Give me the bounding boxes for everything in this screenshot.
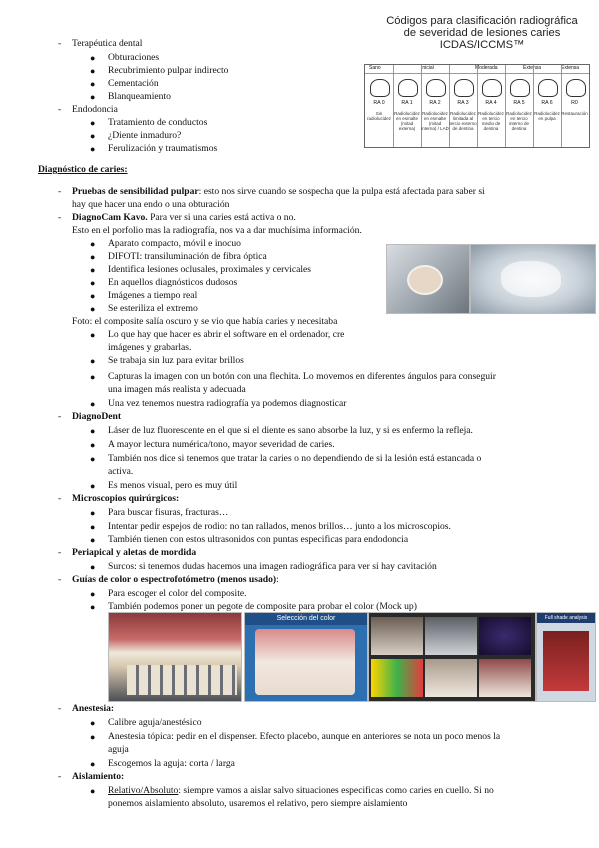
icdas-desc: Radiolucidez en tercio medio de dentina — [478, 111, 504, 131]
list-item: Blanqueamiento — [108, 91, 171, 102]
dash-bullet: - — [58, 493, 62, 504]
bullet-dot: ● — [90, 53, 96, 63]
paragraph-line: Esto en el porfolio mas la radiografía, nos va a dar muchísima información. — [72, 225, 362, 236]
bullet-dot: ● — [90, 131, 96, 141]
photo-caption: Selección del color — [245, 613, 367, 625]
list-item: DIFOTI: transiluminación de fibra óptica — [108, 251, 267, 262]
list-item: Terapéutica dental — [72, 38, 143, 49]
icdas-title-line: de severidad de lesiones caries — [403, 27, 561, 39]
list-item: Lo que hay que hacer es abrir el software en el ordenador, cre — [108, 329, 345, 340]
analysis-panel — [371, 659, 423, 697]
list-item: Obturaciones — [108, 52, 160, 63]
icdas-desc: Restauración — [561, 111, 588, 116]
list-item: Cementación — [108, 78, 159, 89]
subsection-title: Microscopios quirúrgicos: — [72, 493, 180, 504]
icdas-code: RA 4 — [485, 100, 497, 106]
icdas-code: RA 2 — [429, 100, 441, 106]
list-item: En aquellos diagnósticos dudosos — [108, 277, 238, 288]
tooth-shape — [407, 265, 443, 295]
dash-bullet: - — [58, 574, 62, 585]
bullet-dot: ● — [90, 589, 96, 599]
dash-bullet: - — [58, 38, 62, 49]
analysis-panel — [425, 659, 477, 697]
list-item: Recubrimiento pulpar indirecto — [108, 65, 229, 76]
tooth-shape — [501, 261, 561, 297]
icdas-title-line: ICDAS/ICCMS™ — [439, 39, 525, 51]
bullet-dot: ● — [90, 426, 96, 436]
shade-tabs — [127, 665, 237, 695]
bullet-dot: ● — [90, 535, 96, 545]
icdas-table — [364, 64, 590, 148]
analysis-panel — [543, 631, 589, 691]
list-item: A mayor lectura numérica/tono, mayor severidad de caries. — [108, 439, 335, 450]
list-item: Se esteriliza el extremo — [108, 303, 198, 314]
icdas-column — [477, 65, 506, 147]
dash-bullet: - — [58, 547, 62, 558]
icdas-column — [533, 65, 562, 147]
icdas-code: RA 3 — [457, 100, 469, 106]
bullet-dot: ● — [90, 118, 96, 128]
paragraph-line: hay que hacer una endo o una obturación — [72, 199, 230, 210]
icdas-code: RA 6 — [541, 100, 553, 106]
dash-bullet: - — [58, 186, 62, 197]
icdas-desc: Sin radiolucidez — [366, 111, 391, 121]
list-item: También tienen con estos ultrasonidos con puntas especificas para endodoncia — [108, 534, 409, 545]
text: : siempre vamos a aislar salvo situaciones especificas como caries en cuello. Si no — [178, 785, 494, 796]
icdas-desc: Radiolucidez en esmalte (mitad interna) / LAD — [421, 111, 449, 131]
underlined-term: Relativo/Absoluto — [108, 785, 179, 796]
bold-term: Guías de color o espectrofotómetro (menos usado) — [72, 574, 277, 585]
list-item-cont: activa. — [108, 466, 134, 477]
paragraph-line — [72, 186, 485, 198]
bullet-dot: ● — [90, 330, 96, 340]
icdas-code: R0 — [571, 100, 578, 106]
photo-caption: Full shade analysis — [537, 613, 595, 623]
list-item-cont: imágenes y grabarlas. — [108, 342, 192, 353]
list-item: Imágenes a tiempo real — [108, 290, 198, 301]
dash-bullet: - — [58, 703, 62, 714]
list-item: Surcos: si tenemos dudas hacemos una imagen radiográfica para ver si hay cavitación — [108, 561, 437, 572]
tooth-icon — [398, 79, 418, 97]
bullet-dot: ● — [90, 278, 96, 288]
subsection-title: Anestesia: — [72, 703, 115, 714]
subsection-title: DiagnoDent — [72, 411, 122, 422]
teeth-shape — [255, 629, 355, 695]
icdas-code: RA 1 — [401, 100, 413, 106]
tooth-icon — [566, 79, 586, 97]
dash-bullet: - — [58, 771, 62, 782]
icdas-desc: Radiolucidez en esmalte (mitad externa) — [394, 111, 420, 131]
icdas-desc: Radiolucidez en pulpa — [534, 111, 560, 121]
bullet-dot: ● — [90, 481, 96, 491]
list-item-cont: aguja — [108, 744, 129, 755]
bullet-dot: ● — [90, 66, 96, 76]
section-title: Diagnóstico de caries: — [38, 164, 128, 175]
bold-term: Pruebas de sensibilidad pulpar — [72, 186, 199, 197]
tooth-icon — [370, 79, 390, 97]
bullet-dot: ● — [90, 144, 96, 154]
list-item: Intentar pedir espejos de rodio: no tan rallados, menos brillos… junto a los microscopios. — [108, 521, 451, 532]
bullet-dot: ● — [90, 454, 96, 464]
bullet-dot: ● — [90, 562, 96, 572]
paragraph-line: Foto: el composite salía oscuro y se vio que había caries y necesitaba — [72, 316, 338, 327]
bullet-dot: ● — [90, 304, 96, 314]
bullet-dot: ● — [90, 92, 96, 102]
analysis-panel — [479, 659, 531, 697]
list-item: También podemos poner un pegote de composite para probar el color (Mock up) — [108, 601, 417, 612]
list-item: También nos dice si tenemos que tratar la caries o no dependiendo de si la lesión está estancada o — [108, 453, 482, 464]
group-label: Sano — [369, 65, 381, 71]
dash-bullet: - — [58, 104, 62, 115]
list-item: Capturas la imagen con un botón con una flechita. Lo movemos en diferentes ángulos para conseguir — [108, 371, 496, 382]
analysis-panel — [479, 617, 531, 655]
icdas-title-line: Códigos para clasificación radiográfica — [386, 15, 578, 27]
list-item: Ferulización y traumatismos — [108, 143, 218, 154]
text: : esto nos sirve cuando se sospecha que la pulpa está afectada para saber si — [198, 186, 485, 197]
list-item: Se trabaja sin luz para evitar brillos — [108, 355, 244, 366]
icdas-code: RA 5 — [513, 100, 525, 106]
bullet-dot: ● — [90, 372, 96, 382]
list-item-cont: ponemos aislamiento absoluto, usaremos el relativo, pero siempre aislamiento — [108, 798, 408, 809]
list-item: Tratamiento de conductos — [108, 117, 208, 128]
dash-bullet: - — [58, 411, 62, 422]
icdas-column — [561, 65, 588, 147]
list-item: Escogemos la aguja: corta / larga — [108, 758, 235, 769]
bullet-dot: ● — [90, 602, 96, 612]
tooth-icon — [510, 79, 530, 97]
subsection-title — [72, 574, 279, 586]
bullet-dot: ● — [90, 440, 96, 450]
analysis-panel — [425, 617, 477, 655]
tooth-icon — [482, 79, 502, 97]
tooth-icon — [426, 79, 446, 97]
list-item: Es menos visual, pero es muy útil — [108, 480, 238, 491]
icdas-column — [449, 65, 478, 147]
bold-term: DiagnoCam Kavo. — [72, 212, 148, 223]
color-selection-photo — [244, 612, 368, 702]
vita-screen-photo — [536, 612, 596, 702]
icdas-column — [393, 65, 422, 147]
icdas-column — [505, 65, 534, 147]
list-item: Para escoger el color del composite. — [108, 588, 247, 599]
list-item: Para buscar fisuras, fracturas… — [108, 507, 229, 518]
spectrophotometer-photo — [368, 612, 536, 702]
group-label: Extensa — [523, 65, 542, 71]
list-item — [108, 785, 494, 797]
transillumination-photo — [470, 244, 596, 314]
icdas-desc: Radiolucidez limitada al tercio externo de dentina — [449, 111, 477, 131]
list-item: Aparato compacto, móvil e inocuo — [108, 238, 241, 249]
subsection-title: Periapical y aletas de mordida — [72, 547, 197, 558]
analysis-panel — [371, 617, 423, 655]
icdas-column — [365, 65, 394, 147]
list-item: Láser de luz fluorescente en el que si el diente es sano absorbe la luz, y si es enfermo la refleja. — [108, 425, 473, 436]
icdas-desc: Radiolucidez en tercio interno de dentina — [506, 111, 532, 131]
bullet-dot: ● — [90, 508, 96, 518]
group-label: Inicial — [421, 65, 434, 71]
list-item: ¿Diente inmaduro? — [108, 130, 182, 141]
diagnocam-device-photo — [386, 244, 470, 314]
icdas-title — [370, 15, 594, 51]
text: : — [276, 574, 279, 585]
dash-bullet: - — [58, 212, 62, 223]
bullet-dot: ● — [90, 252, 96, 262]
group-label: Moderada — [475, 65, 498, 71]
group-label: Extensa — [561, 65, 580, 71]
bullet-dot: ● — [90, 786, 96, 796]
bullet-dot: ● — [90, 239, 96, 249]
bullet-dot: ● — [90, 356, 96, 366]
bullet-dot: ● — [90, 399, 96, 409]
bullet-dot: ● — [90, 265, 96, 275]
paragraph-line — [72, 212, 296, 224]
shade-guide-photo — [108, 612, 242, 702]
list-item: Calibre aguja/anestésico — [108, 717, 202, 728]
bullet-dot: ● — [90, 522, 96, 532]
tooth-icon — [454, 79, 474, 97]
subsection-title: Aislamiento: — [72, 771, 125, 782]
bullet-dot: ● — [90, 759, 96, 769]
text: Para ver si una caries está activa o no. — [147, 212, 296, 223]
bullet-dot: ● — [90, 732, 96, 742]
bullet-dot: ● — [90, 79, 96, 89]
icdas-column — [421, 65, 450, 147]
list-item: Anestesia tópica: pedir en el dispenser. Efecto placebo, aunque en anteriores se nota un poco menos la — [108, 731, 501, 742]
list-item: Una vez tenemos nuestra radiografía ya podemos diagnosticar — [108, 398, 347, 409]
icdas-code: RA 0 — [373, 100, 385, 106]
list-item: Identifica lesiones oclusales, proximales y cervicales — [108, 264, 311, 275]
tooth-icon — [538, 79, 558, 97]
bullet-dot: ● — [90, 718, 96, 728]
list-item: Endodoncia — [72, 104, 118, 115]
bullet-dot: ● — [90, 291, 96, 301]
list-item-cont: una imagen más realista y adecuada — [108, 384, 246, 395]
